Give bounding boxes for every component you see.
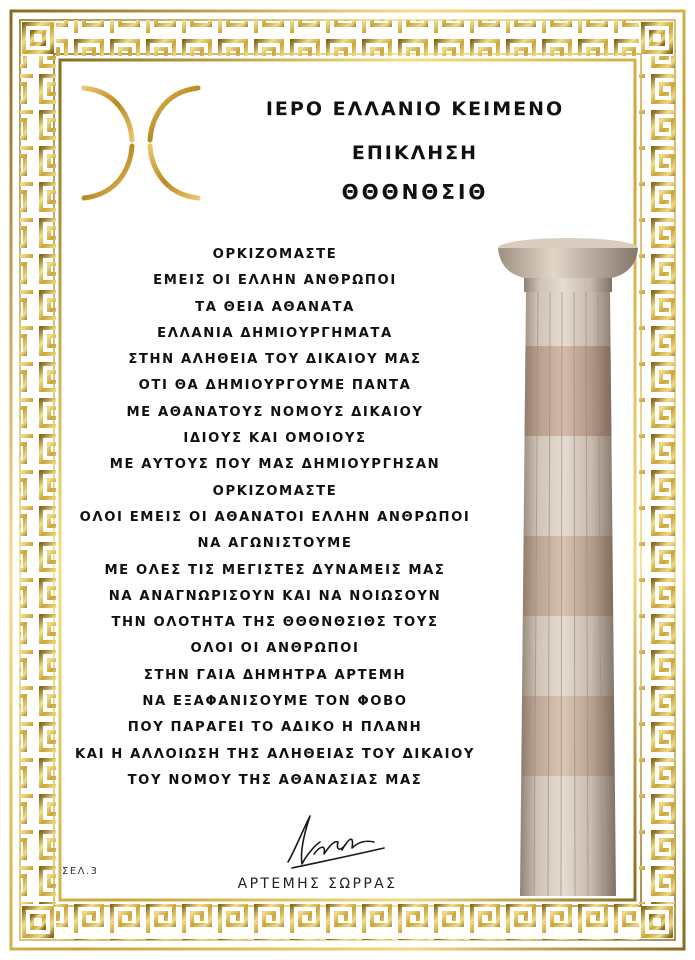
- oath-line: ΜΕ ΑΥΤΟΥΣ ΠΟΥ ΜΑΣ ΔΗΜΙΟΥΡΓΗΣΑΝ: [109, 457, 441, 473]
- oath-line: ΕΛΛΑΝΙΑ ΔΗΜΙΟΥΡΓΗΜΑΤΑ: [157, 325, 393, 341]
- oath-line: ΙΔΙΟΥΣ ΚΑΙ ΟΜΟΙΟΥΣ: [183, 431, 367, 447]
- oath-line: ΝΑ ΑΝΑΓΝΩΡΙΣΟΥΝ ΚΑΙ ΝΑ ΝΟΙΩΣΟΥΝ: [108, 588, 442, 604]
- oath-line: ΟΤΙ ΘΑ ΔΗΜΙΟΥΡΓΟΥΜΕ ΠΑΝΤΑ: [138, 378, 412, 394]
- oath-line: ΝΑ ΕΞΑΦΑΝΙΣΟΥΜΕ ΤΟΝ ΦΟΒΟ: [142, 694, 408, 710]
- oath-line: ΝΑ ΑΓΩΝΙΣΤΟΥΜΕ: [197, 536, 353, 552]
- oath-line: ΣΤΗΝ ΑΛΗΘΕΙΑ ΤΟΥ ΔΙΚΑΙΟΥ ΜΑΣ: [128, 352, 422, 368]
- oath-line: ΣΤΗΝ ΓΑΙΑ ΔΗΜΗΤΡΑ ΑΡΤΕΜΗ: [143, 667, 407, 683]
- document-subtitle: ΕΠΙΚΛΗΣΗ: [351, 142, 479, 164]
- handwritten-signature: [280, 812, 390, 874]
- oath-line: ΤΑ ΘΕΙΑ ΑΘΑΝΑΤΑ: [195, 299, 355, 315]
- oath-text: [40, 242, 510, 794]
- oath-line: ΠΟΥ ΠΑΡΑΓΕΙ ΤΟ ΑΔΙΚΟ Η ΠΛΑΝΗ: [127, 720, 423, 736]
- oath-line: ΟΡΚΙΖΟΜΑΣΤΕ: [212, 483, 338, 499]
- oath-line: ΚΑΙ Η ΑΛΛΟΙΩΣΗ ΤΗΣ ΑΛΗΘΕΙΑΣ ΤΟΥ ΔΙΚΑΙΟΥ: [74, 746, 476, 762]
- document-title: ΙΕΡΟ ΕΛΛΑΝΙΟ ΚΕΙΜΕΝΟ: [265, 98, 565, 120]
- oath-line: ΤΟΥ ΝΟΜΟΥ ΤΗΣ ΑΘΑΝΑΣΙΑΣ ΜΑΣ: [127, 772, 423, 788]
- sacred-word: ΘΘΘΝΘΣΙΘ: [341, 180, 489, 204]
- oath-line: ΜΕ ΟΛΕΣ ΤΙΣ ΜΕΓΙΣΤΕΣ ΔΥΝΑΜΕΙΣ ΜΑΣ: [104, 562, 446, 578]
- gold-star-symbol-icon: [76, 78, 206, 208]
- page-number: ΣΕΛ.3: [62, 866, 99, 877]
- author-name: ΑΡΤΕΜΗΣ ΣΩΡΡΑΣ: [237, 876, 398, 892]
- doric-column-image: [496, 236, 646, 906]
- oath-line: ΟΛΟΙ ΕΜΕΙΣ ΟΙ ΑΘΑΝΑΤΟΙ ΕΛΛΗΝ ΑΝΘΡΩΠΟΙ: [79, 509, 471, 525]
- oath-line: ΟΛΟΙ ΟΙ ΑΝΘΡΩΠΟΙ: [190, 641, 360, 657]
- oath-line: ΜΕ ΑΘΑΝΑΤΟΥΣ ΝΟΜΟΥΣ ΔΙΚΑΙΟΥ: [126, 404, 424, 420]
- oath-line: ΕΜΕΙΣ ΟΙ ΕΛΛΗΝ ΑΝΘΡΩΠΟΙ: [153, 273, 397, 289]
- oath-line: ΤΗΝ ΟΛΟΤΗΤΑ ΤΗΣ ΘΘΘΝΘΣΙΘΣ ΤΟΥΣ: [111, 615, 439, 631]
- oath-line: ΟΡΚΙΖΟΜΑΣΤΕ: [212, 247, 338, 262]
